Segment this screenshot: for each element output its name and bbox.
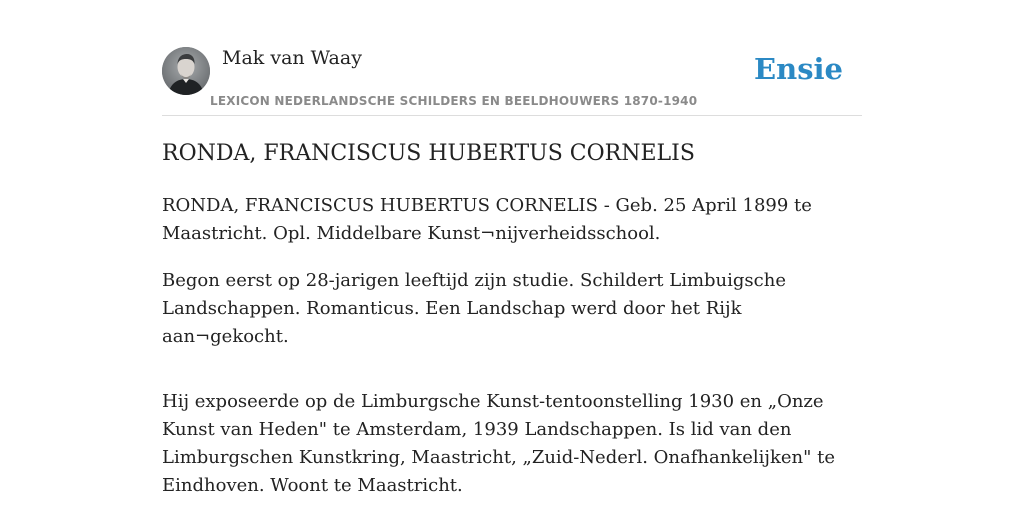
source-title[interactable]: LEXICON NEDERLANDSCHE SCHILDERS EN BEELDHOUWERS 1870-1940 xyxy=(210,94,698,108)
author-portrait-icon xyxy=(162,47,210,95)
article-paragraph: Begon eerst op 28-jarigen leeftijd zijn studie. Schildert Limbuigsche Landschappen. Romanticus. Een Landschap werd door het Rijk aan¬gekocht. xyxy=(162,270,786,347)
article-title: RONDA, FRANCISCUS HUBERTUS CORNELIS xyxy=(162,141,695,166)
author-avatar[interactable] xyxy=(162,47,210,95)
article-paragraph: Hij exposeerde op de Limburgsche Kunst-tentoonstelling 1930 en „Onze Kunst van Heden" te Amsterdam, 1939 Landschappen. Is lid van den Limburgschen Kunstkring, Maastricht, „Zuid-Nederl. Onafhankelijken" te Eindhoven. Woont te Maastricht. xyxy=(162,391,836,496)
ensie-logo[interactable]: Ensie xyxy=(754,52,843,86)
article-paragraph: RONDA, FRANCISCUS HUBERTUS CORNELIS - Geb. 25 April 1899 te Maastricht. Opl. Middelbare Kunst¬nijverheidsschool. xyxy=(162,195,812,244)
article-body xyxy=(162,192,862,519)
page-container xyxy=(162,0,862,496)
author-name[interactable]: Mak van Waay xyxy=(222,47,362,69)
page-header xyxy=(162,0,862,116)
